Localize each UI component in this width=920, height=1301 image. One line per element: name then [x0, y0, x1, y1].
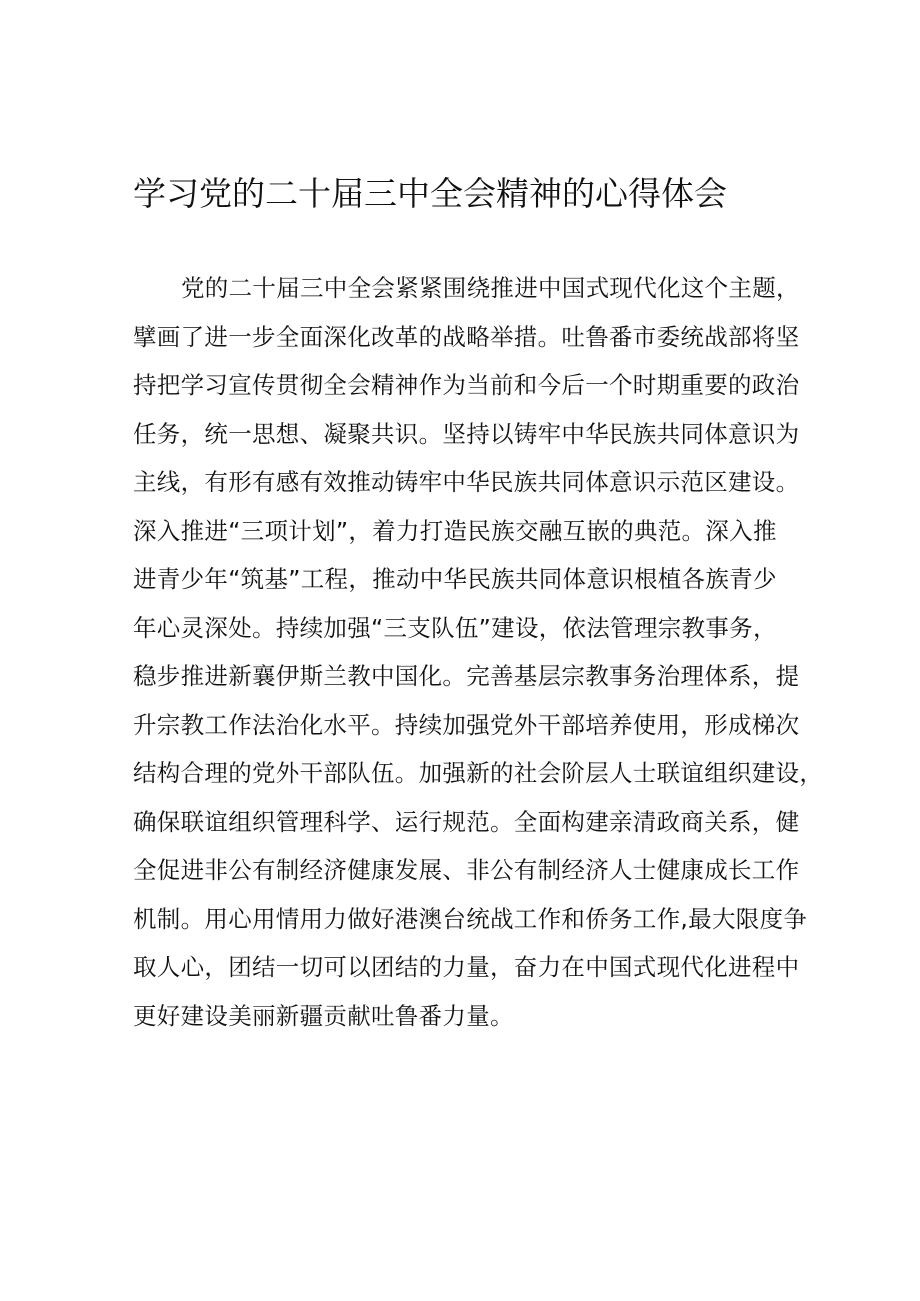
paragraph-line: 结构合理的党外干部队伍。加强新的社会阶层人士联谊组织建设，	[133, 759, 824, 787]
paragraph-line: 深入推进“三项计划”，着力打造民族交融互嵌的典范。深入推	[133, 516, 777, 545]
paragraph-line: 确保联谊组织管理科学、运行规范。全面构建亲清政商关系，健	[133, 807, 800, 836]
document-title: 学习党的二十届三中全会精神的心得体会	[133, 174, 727, 213]
paragraph-line: 进青少年“筑基”工程，推动中华民族共同体意识根植各族青少	[133, 565, 777, 593]
paragraph-line: 全促进非公有制经济健康发展、非公有制经济人士健康成长工作	[133, 856, 800, 884]
body-paragraph	[133, 264, 824, 1040]
paragraph-line: 擘画了进一步全面深化改革的战略举措。吐鲁番市委统战部将坚	[133, 322, 800, 351]
paragraph-line: 稳步推进新襄伊斯兰教中国化。完善基层宗教事务治理体系，提	[133, 662, 800, 690]
paragraph-line: 取人心，团结一切可以团结的力量，奋力在中国式现代化进程中	[133, 953, 800, 981]
paragraph-line: 机制。用心用情用力做好港澳台统战工作和侨务工作,最大限度争	[133, 904, 808, 933]
paragraph-line: 持把学习宣传贯彻全会精神作为当前和今后一个时期重要的政治	[133, 371, 800, 399]
paragraph-line: 更好建设美丽新疆贡献吐鲁番力量。	[133, 1001, 514, 1030]
paragraph-line: 任务，统一思想、凝聚共识。坚持以铸牢中华民族共同体意识为	[133, 419, 800, 448]
paragraph-line: 年心灵深处。持续加强“三支队伍”建设，依法管理宗教事务，	[133, 613, 777, 642]
paragraph-line: 党的二十届三中全会紧紧围绕推进中国式现代化这个主题，	[181, 274, 800, 302]
paragraph-line: 主线，有形有感有效推动铸牢中华民族共同体意识示范区建设。	[133, 468, 800, 496]
paragraph-line: 升宗教工作法治化水平。持续加强党外干部培养使用，形成梯次	[133, 710, 800, 739]
